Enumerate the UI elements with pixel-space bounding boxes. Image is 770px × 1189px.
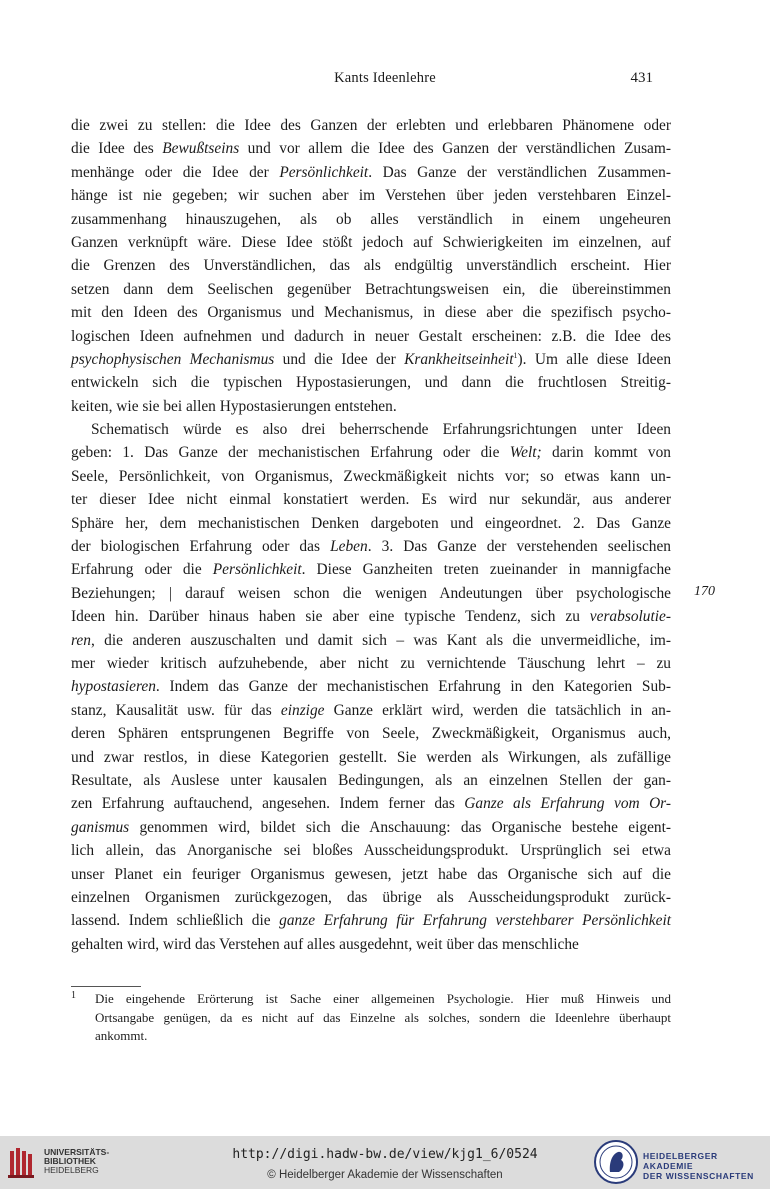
text-line [71,769,671,792]
running-head: Kants Ideenlehre [334,70,436,86]
italic-phrase: Welt; [509,444,542,462]
text-run: Sphäre her, dem mechanistischen Denken dargeboten und eingeordnet. 2. Das Ganze [71,514,671,532]
text-line [71,325,671,348]
text-line [71,348,671,371]
footnote-line: ankommt. [95,1028,148,1043]
text-run: Seele, Persönlichkeit, von Organismus, Zweckmäßigkeit nichts vor; so etwas kann un- [71,467,671,485]
footnote-rule [71,986,141,987]
text-line [71,137,671,160]
copyright-notice: © Heidelberger Akademie der Wissenschaften [267,1169,503,1181]
text-run: ). Um alle diese Ideen [517,350,672,368]
text-line [71,652,671,675]
text-line [71,231,671,254]
text-line [71,161,671,184]
italic-phrase: verabsolutie- [589,608,671,626]
text-line [71,605,671,628]
text-line [71,395,671,418]
permalink-url[interactable]: http://digi.hadw-bw.de/view/kjg1_6/0524 [232,1147,538,1162]
text-line [71,933,671,956]
text-line [71,535,671,558]
italic-phrase: hypostasieren [71,678,156,696]
text-line [71,886,671,909]
academy-name [643,1151,770,1181]
text-run: setzen dann dem Seelischen gegenüber Betrachtungsweisen ein, die übereinstimmen [71,280,671,298]
italic-phrase: Ganze als Erfahrung vom Or- [464,795,671,813]
academy-name-line: HEIDELBERGER AKADEMIE [643,1151,718,1171]
italic-phrase: Persönlichkeit [279,163,369,181]
text-line [71,418,671,441]
text-run: lassend. Indem schließlich die [71,912,280,930]
text-run: der biologischen Erfahrung oder das [71,538,331,556]
text-line [71,675,671,698]
text-run: hänge ist nie gegeben; wir suchen aber im Verstehen über jeden verstehbaren Einzel- [71,187,671,205]
footnote [71,990,671,1046]
text-line [71,816,671,839]
italic-phrase: ganze Erfahrung für Erfahrung verstehbarer Persönlichkeit [279,912,672,930]
text-run: . Das Ganze der verständlichen Zusammen- [368,163,671,181]
italic-phrase: einzige [280,701,325,719]
text-run: geben: 1. Das Ganze der mechanistischen Erfahrung oder die [71,444,510,462]
text-run: . Indem das Ganze der mechanistischen Erfahrung in den Kategorien Sub- [155,678,671,696]
library-name-line: UNIVERSITÄTS- [44,1147,110,1157]
text-run: Ganzen verknüpft wäre. Diese Idee stößt jedoch auf Schwierigkeiten im einzelnen, auf [71,233,671,251]
text-line [71,441,671,464]
footnote-reference[interactable]: 1 [513,350,518,360]
italic-phrase: ganismus [71,818,130,836]
text-run: . 3. Das Ganze der verstehenden seelischen [367,538,672,556]
text-run: entwickeln sich die typischen Hypostasierungen, und dann die fruchtlosen Streitig- [71,374,671,392]
text-run: Resultate, als Auslese unter kausalen Bedingungen, als an einzelnen Stellen der gan- [71,771,671,789]
text-line [71,278,671,301]
text-line [71,512,671,535]
text-run: mer wieder kritisch aufzuhebende, aber nicht zu vernichtende Täuschung lehrt – zu [71,654,671,672]
footnote-line: Die eingehende Erörterung ist Sache einer allgemeinen Psychologie. Hier muß Hinweis und [95,991,671,1006]
text-line [71,699,671,722]
text-run: die Grenzen des Unverständlichen, das als endgültig unverständlich erscheint. Hier [71,257,671,275]
text-run: und vor allem die Idee des Ganzen der verständlichen Zusam- [239,140,671,158]
italic-phrase: psychophysischen Mechanismus [71,350,275,368]
italic-phrase: ren [71,631,91,649]
text-line [71,839,671,862]
text-run: und zwar restlos, in diese Kategorien gestellt. Sie werden als Wirkungen, als zufällige [71,748,671,766]
text-run: ter dieser Idee nicht einmal konstatiert werden. Es wird nur sekundär, aus anderer [71,491,671,509]
page-number: 431 [630,70,653,86]
text-run: mit den Ideen des Organismus und Mechanismus, in diese aber die spezifisch psycho- [71,304,671,322]
academy-name-line: DER WISSENSCHAFTEN [643,1171,754,1181]
text-line [71,582,671,605]
text-run: Ganze erklärt wird, werden die tatsächlich in an- [324,701,671,719]
text-run: und die Idee der [274,350,405,368]
text-run: zusammenhang hinauszugehen, als ob alles verständlich in einem ungeheuren [71,210,671,228]
text-run: menhänge oder die Idee der [71,163,280,181]
footer-bar [0,1136,770,1189]
text-run: die zwei zu stellen: die Idee des Ganzen der erlebten und erlebbaren Phänomene oder [71,117,671,134]
text-line [71,863,671,886]
text-line [71,254,671,277]
text-line [71,184,671,207]
italic-phrase: Persönlichkeit [212,561,302,579]
footnote-mark: 1 [71,990,76,1001]
text-run: Schematisch würde es also drei beherrschende Erfahrungsrichtungen unter Ideen [91,421,671,439]
text-run: keiten, wie sie bei allen Hypostasierungen entstehen. [71,397,397,415]
text-line [71,558,671,581]
text-run: zen Erfahrung auftauchend, angesehen. Indem ferner das [71,795,465,813]
text-run: genommen wird, bildet sich die Anschauung: das Organische bestehe eigent- [129,818,671,836]
text-run: lich allein, das Anorganische sei bloßes Ausscheidungsprodukt. Ursprünglich sei etwa [71,842,671,860]
text-line [71,114,671,137]
text-line [71,909,671,932]
text-run: Ideen hin. Darüber hinaus haben sie aber eine typische Tendenz, sich zu [71,608,590,626]
text-run: unser Planet ein feuriger Organismus gewesen, jetzt habe das Organische sich auf die [71,865,671,883]
text-run: einzelnen Organismen zurückgezogen, das übrige als Ausscheidungsprodukt zurück- [71,888,671,906]
text-line [71,792,671,815]
text-line [71,488,671,511]
text-line [71,722,671,745]
academy-seal-icon[interactable] [593,1139,639,1185]
text-line [71,208,671,231]
text-run: deren Sphären entsprungenen Begriffe von Seele, Zweckmäßigkeit, Organismus auch, [71,725,671,743]
body-text [71,114,671,956]
text-run: Beziehungen; | darauf weisen schon die wenigen Andeutungen über psychologische [71,584,671,602]
margin-page-reference: 170 [694,584,715,599]
text-run: stanz, Kausalität usw. für das [71,701,281,719]
library-name-line: HEIDELBERG [44,1165,99,1175]
text-line [71,629,671,652]
text-line [71,301,671,324]
text-run: , die anderen auszuschalten und damit sich – was Kant als die unvermeidliche, im- [90,631,671,649]
text-run: . Diese Ganzheiten treten zueinander in mannigfache [301,561,671,579]
text-run: gehalten wird, wird das Verstehen auf alles ausgedehnt, weit über das menschliche [71,935,579,953]
footnote-line: Ortsangabe genügen, da es nicht auf das Einzelne als solches, sondern die Ideenlehre überhaupt [95,1009,671,1025]
text-line [71,371,671,394]
text-line [71,465,671,488]
text-line [71,746,671,769]
text-run: die Idee des [71,140,163,158]
italic-phrase: Bewußtseins [162,140,240,158]
text-run: Erfahrung oder die [71,561,213,579]
italic-phrase: Krankheitseinheit [404,350,514,368]
italic-phrase: Leben [330,538,368,556]
library-name-line: BIBLIOTHEK [44,1156,96,1166]
text-run: darin kommt von [541,444,671,462]
text-run: logischen Ideen aufnehmen und dadurch in neuer Gestalt erscheinen: z.B. die Idee des [71,327,671,345]
